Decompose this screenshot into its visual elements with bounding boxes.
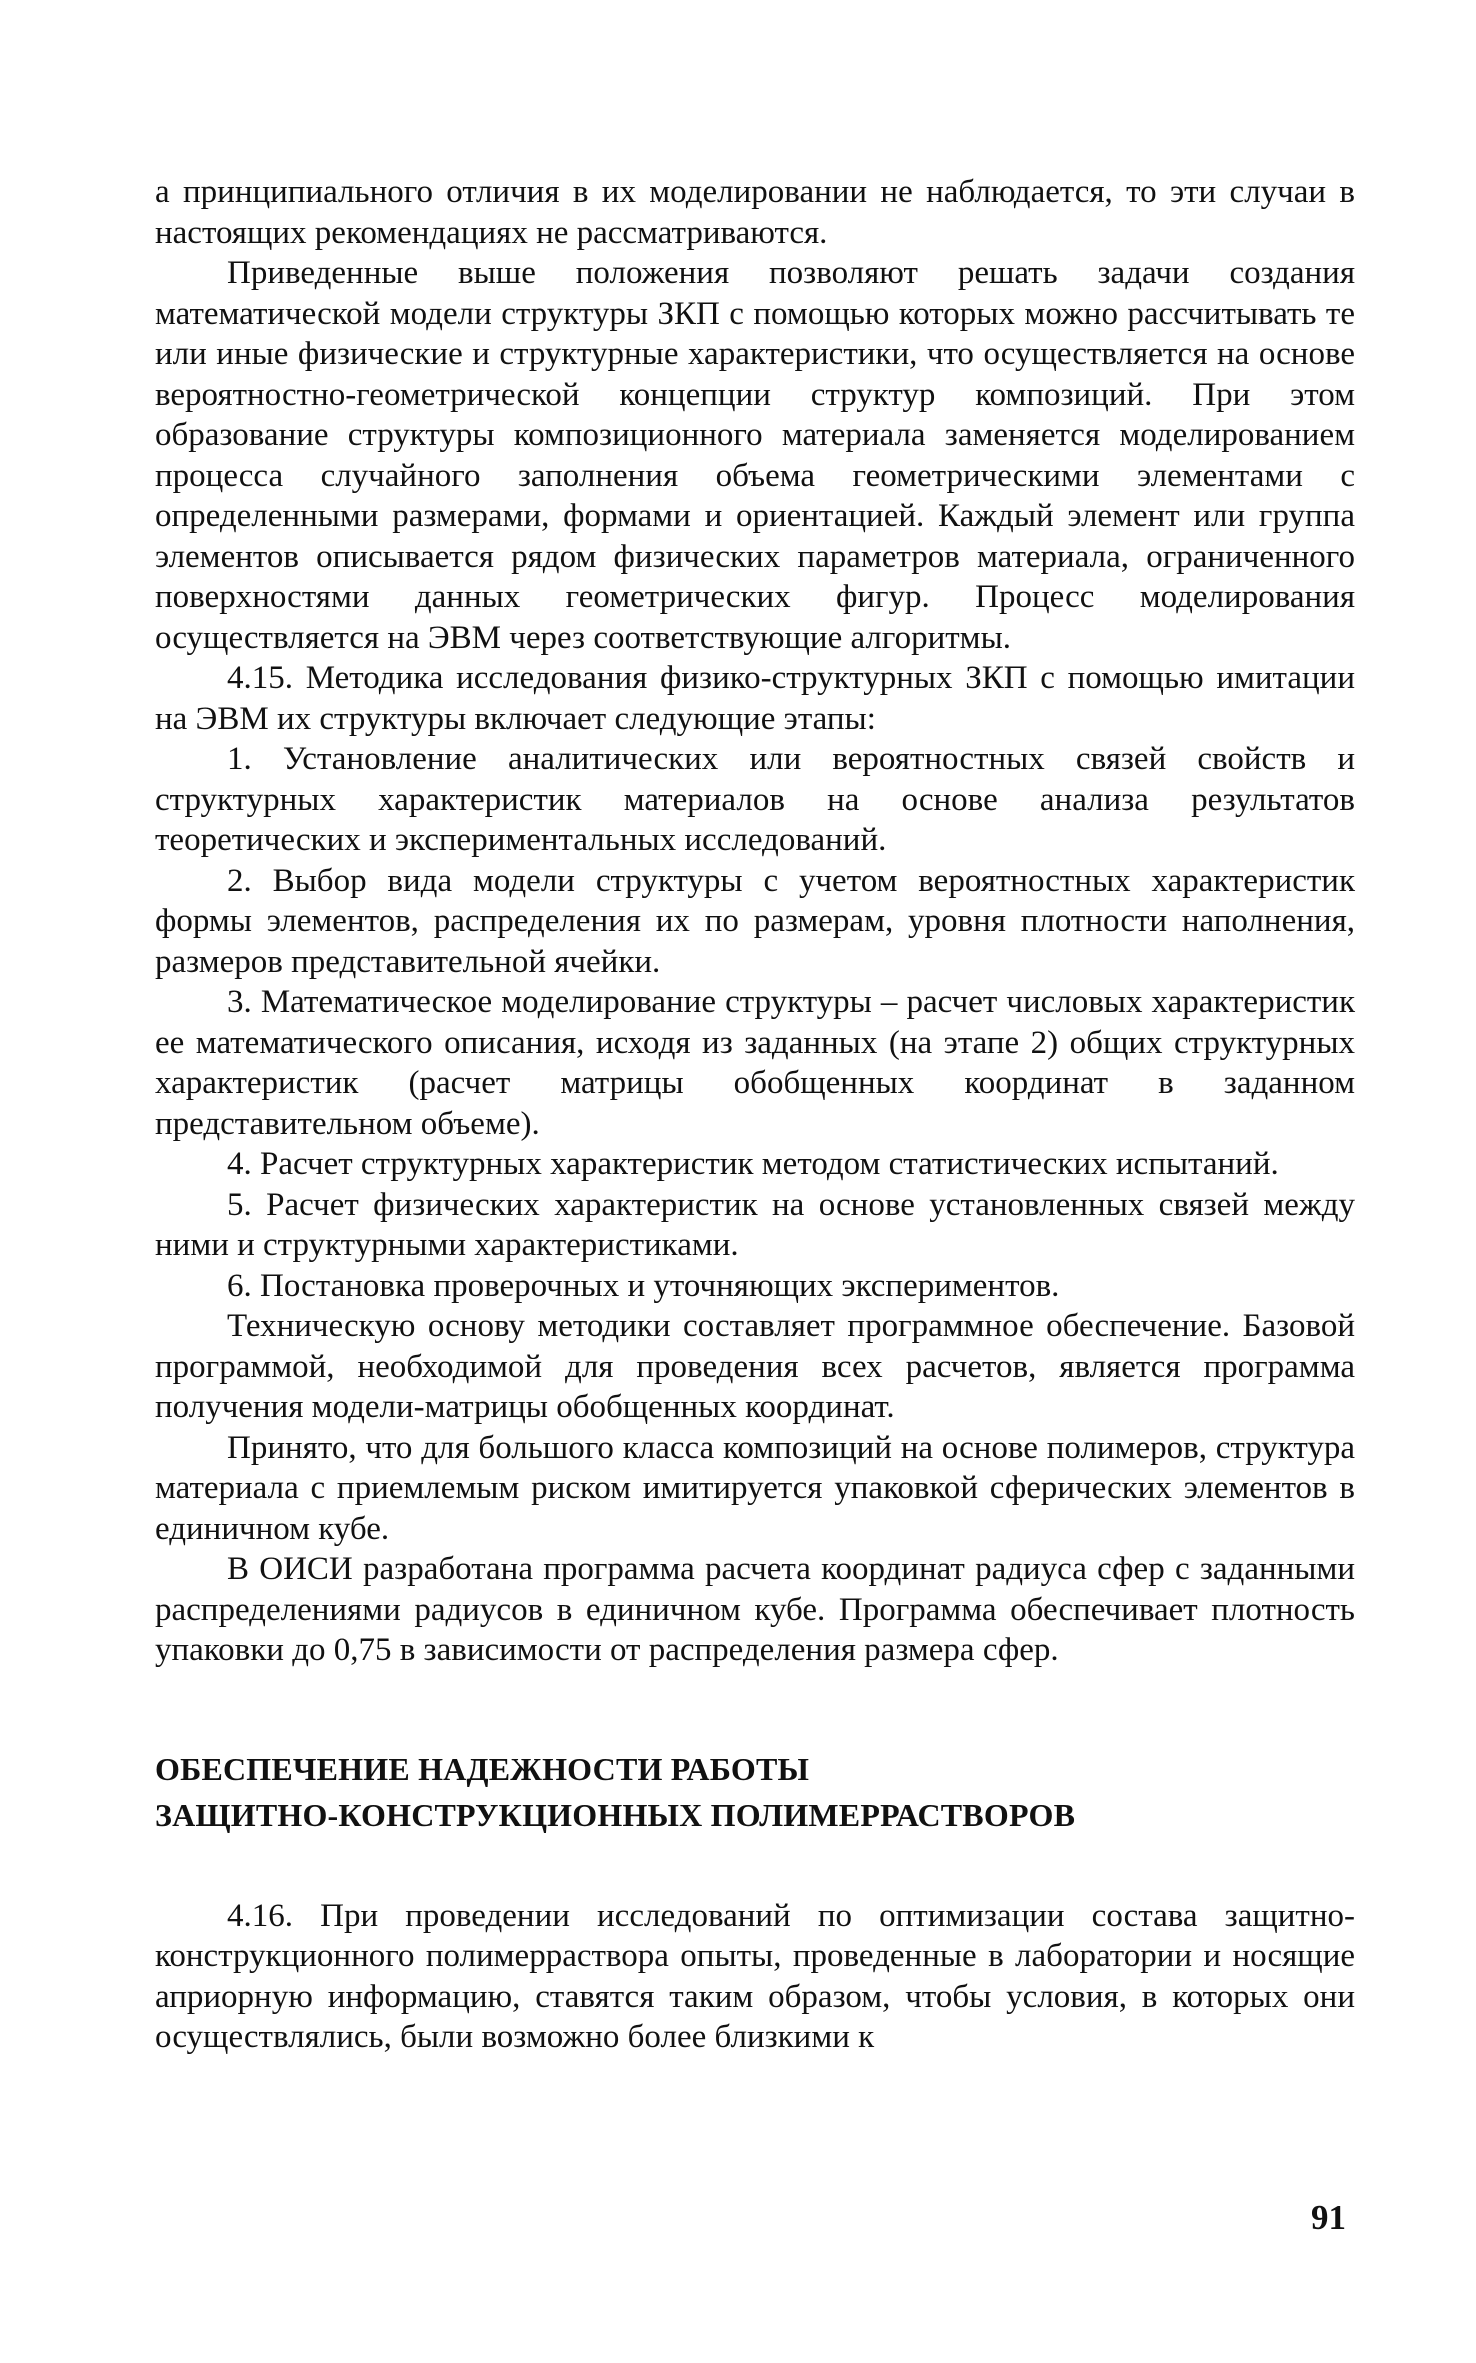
- list-item: 1. Установление аналитических или вероятностных связей свойств и структурных характеристик материалов на основе анализа результатов теоретических и экспериментальных исследований.: [155, 741, 1355, 858]
- list-item: 2. Выбор вида модели структуры с учетом вероятностных характеристик формы элементов, распределения их по размерам, уровня плотности наполнения, размеров представительной ячейки.: [155, 862, 1355, 980]
- paragraph: В ОИСИ разработана программа расчета координат радиуса сфер с заданными распределениями радиусов в единичном кубе. Программа обеспечивает плотность упаковки до 0,75 в зависимости от распределения размера сфер.: [155, 1551, 1355, 1668]
- list-item: 4. Расчет структурных характеристик методом статистических испытаний.: [227, 1146, 1279, 1182]
- list-item: 6. Постановка проверочных и уточняющих экспериментов.: [227, 1267, 1060, 1304]
- page-number: 91: [1311, 2198, 1346, 2237]
- body-text: [155, 172, 1355, 2058]
- list-item: 3. Математическое моделирование структуры – расчет числовых характеристик ее математического описания, исходя из заданных (на этапе 2) общих структурных характеристик (расчет матрицы обобщенных координат в заданном представительном объеме).: [155, 984, 1355, 1142]
- paragraph-continuation: а принципиального отличия в их моделировании не наблюдается, то эти случаи в настоящих рекомендациях не рассматриваются.: [155, 174, 1355, 251]
- paragraph: Принято, что для большого класса композиций на основе полимеров, структура материала с приемлемым риском имитируется упаковкой сферических элементов в единичном кубе.: [155, 1429, 1355, 1547]
- list-item: 5. Расчет физических характеристик на основе установленных связей между ними и структурными характеристиками.: [155, 1186, 1355, 1263]
- section-heading-line-2: ЗАЩИТНО-КОНСТРУКЦИОННЫХ ПОЛИМЕРРАСТВОРОВ: [155, 1796, 1076, 1833]
- paragraph: Техническую основу методики составляет программное обеспечение. Базовой программой, необходимой для проведения всех расчетов, является программа получения модели-матрицы обобщенных координат.: [155, 1308, 1355, 1425]
- paragraph: Приведенные выше положения позволяют решать задачи создания математической модели структуры ЗКП с помощью которых можно рассчитывать те или иные физические и структурные характеристики, что осуществляется на основе вероятностно-геометрической концепции структур композиций. При этом образование структуры композиционного материала заменяется моделированием процесса случайного заполнения объема геометрическими элементами с определенными размерами, формами и ориентацией. Каждый элемент или группа элементов описывается рядом физических параметров материала, ограниченного поверхностями данных геометрических фигур. Процесс моделирования осуществляется на ЭВМ через соответствующие алгоритмы.: [155, 255, 1355, 656]
- section-heading: [155, 1746, 1355, 1838]
- paragraph-section-4-16: 4.16. При проведении исследований по оптимизации состава защитно-конструкционного полимерраствора опыты, проведенные в лаборатории и носящие априорную информацию, ставятся таким образом, чтобы условия, в которых они осуществлялись, были возможно более близкими к: [155, 1897, 1355, 2055]
- paragraph-section-4-15: 4.15. Методика исследования физико-структурных ЗКП с помощью имитации на ЭВМ их структуры включает следующие этапы:: [155, 660, 1355, 737]
- section-heading-line-1: ОБЕСПЕЧЕНИЕ НАДЕЖНОСТИ РАБОТЫ: [155, 1750, 810, 1787]
